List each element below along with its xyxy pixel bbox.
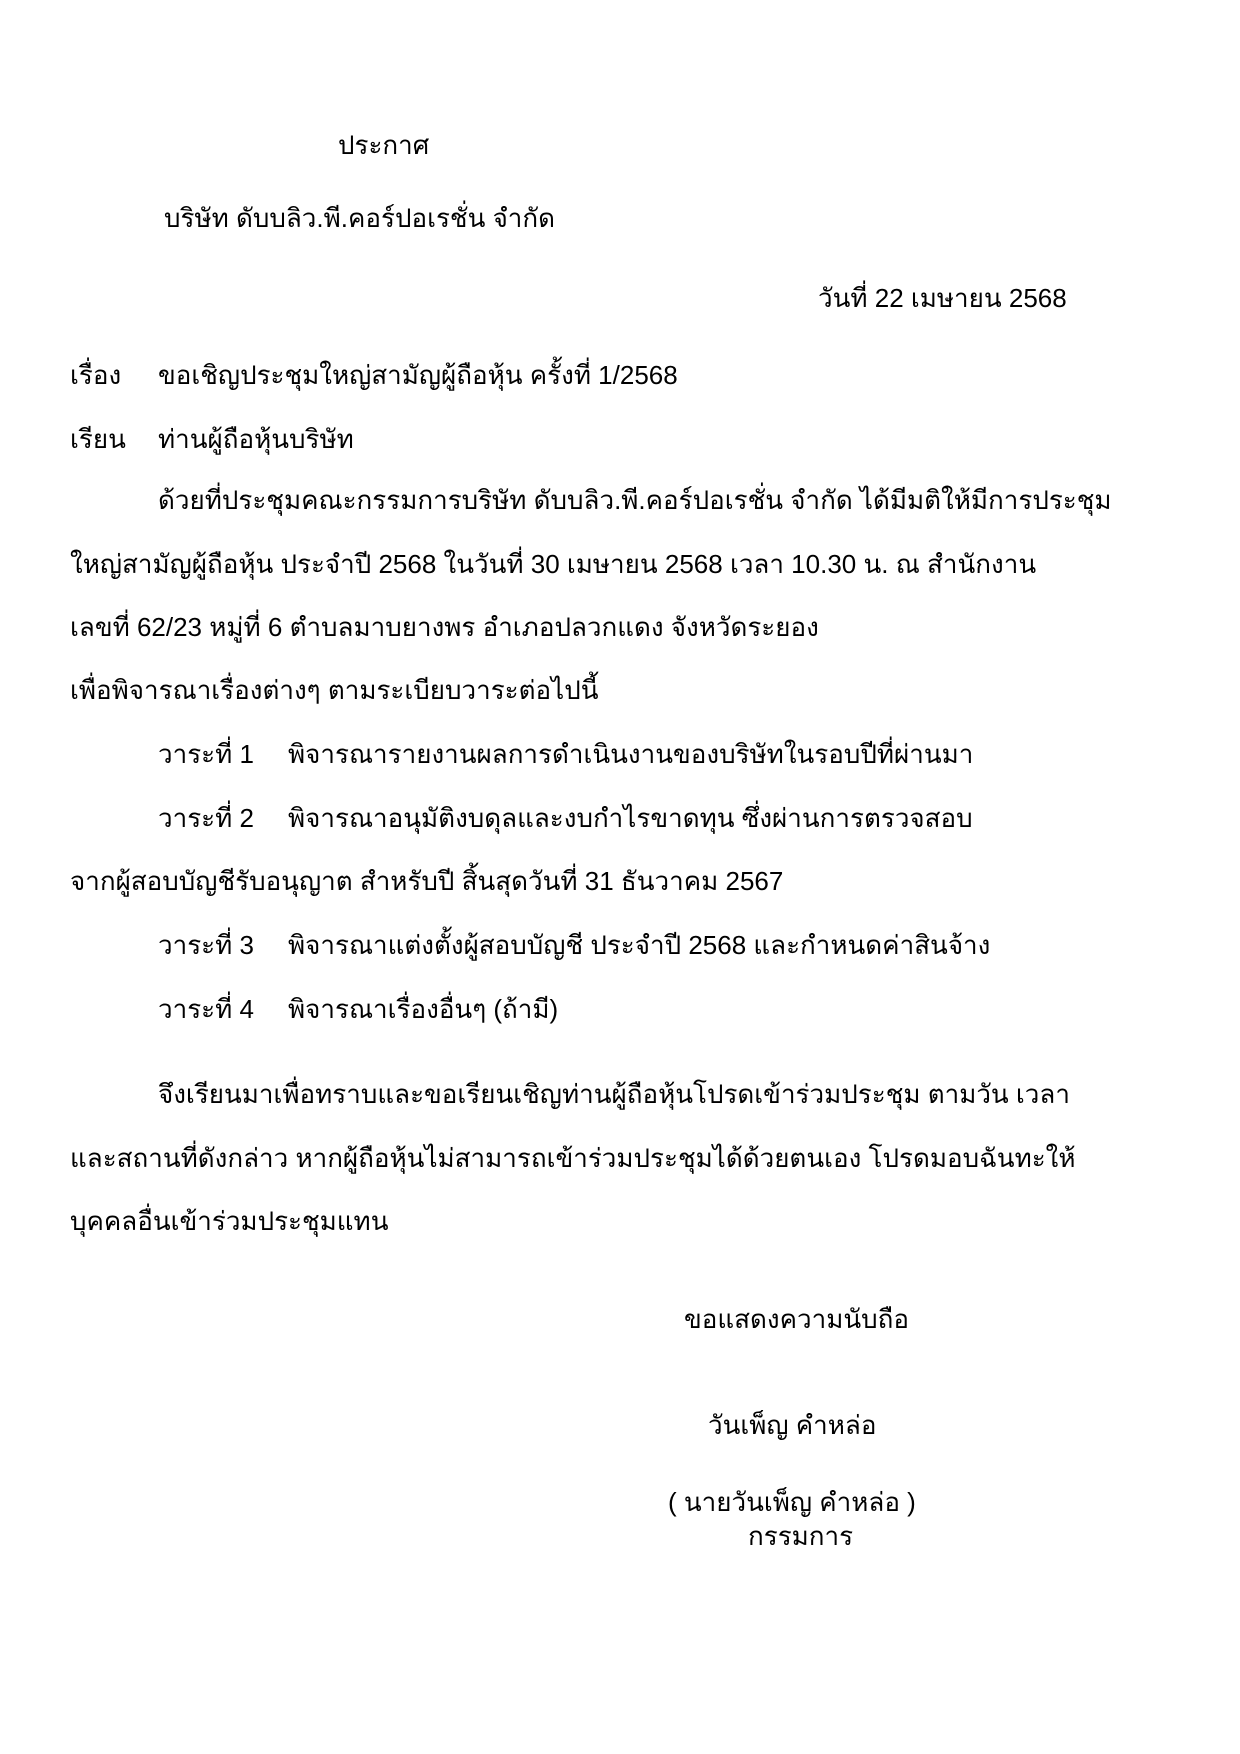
agenda-text: พิจารณาแต่งตั้งผู้สอบบัญชี ประจำปี 2568 และกำหนดค่าสินจ้าง — [288, 930, 991, 960]
agenda-text: พิจารณาอนุมัติงบดุลและงบกำไรขาดทุน ซึ่งผ่านการตรวจสอบ — [288, 803, 973, 833]
company-name: บริษัท ดับบลิว.พี.คอร์ปอเรชั่น จำกัด — [164, 203, 556, 233]
agenda-label: วาระที่ 1 — [158, 739, 254, 769]
paragraph-line: บุคคลอื่นเข้าร่วมประชุมแทน — [70, 1206, 389, 1236]
agenda-label: วาระที่ 2 — [158, 803, 254, 833]
agenda-text: พิจารณารายงานผลการดำเนินงานของบริษัทในรอบปีที่ผ่านมา — [288, 739, 974, 769]
paragraph-line: เพื่อพิจารณาเรื่องต่างๆ ตามระเบียบวาระต่อไปนี้ — [70, 675, 599, 705]
agenda-label: วาระที่ 4 — [158, 994, 254, 1024]
subject-label: เรื่อง — [70, 360, 122, 390]
paragraph-line: และสถานที่ดังกล่าว หากผู้ถือหุ้นไม่สามารถเข้าร่วมประชุมได้ด้วยตนเอง โปรดมอบฉันทะให้ — [70, 1143, 1076, 1173]
printed-name: ( นายวันเพ็ญ คำหล่อ ) — [668, 1487, 916, 1517]
agenda-label: วาระที่ 3 — [158, 930, 254, 960]
regards-text: ขอแสดงความนับถือ — [684, 1304, 909, 1334]
signed-name: วันเพ็ญ คำหล่อ — [708, 1410, 877, 1440]
paragraph-line: เลขที่ 62/23 หมู่ที่ 6 ตำบลมาบยางพร อำเภอปลวกแดง จังหวัดระยอง — [70, 612, 819, 642]
document-heading: ประกาศ — [338, 130, 430, 160]
document-date: วันที่ 22 เมษายน 2568 — [818, 283, 1067, 313]
recipient-text: ท่านผู้ถือหุ้นบริษัท — [158, 424, 354, 454]
subject-text: ขอเชิญประชุมใหญ่สามัญผู้ถือหุ้น ครั้งที่ 1/2568 — [158, 360, 678, 390]
paragraph-line: ด้วยที่ประชุมคณะกรรมการบริษัท ดับบลิว.พี.คอร์ปอเรชั่น จำกัด ได้มีมติให้มีการประชุม — [158, 485, 1112, 515]
paragraph-line: ใหญ่สามัญผู้ถือหุ้น ประจำปี 2568 ในวันที่ 30 เมษายน 2568 เวลา 10.30 น. ณ สำนักงาน — [70, 549, 1037, 579]
recipient-label: เรียน — [70, 424, 126, 454]
agenda-text: พิจารณาเรื่องอื่นๆ (ถ้ามี) — [288, 994, 559, 1024]
paragraph-line: จึงเรียนมาเพื่อทราบและขอเรียนเชิญท่านผู้ถือหุ้นโปรดเข้าร่วมประชุม ตามวัน เวลา — [158, 1079, 1070, 1109]
agenda-continuation: จากผู้สอบบัญชีรับอนุญาต สำหรับปี สิ้นสุดวันที่ 31 ธันวาคม 2567 — [70, 866, 784, 896]
signer-position: กรรมการ — [748, 1521, 854, 1551]
